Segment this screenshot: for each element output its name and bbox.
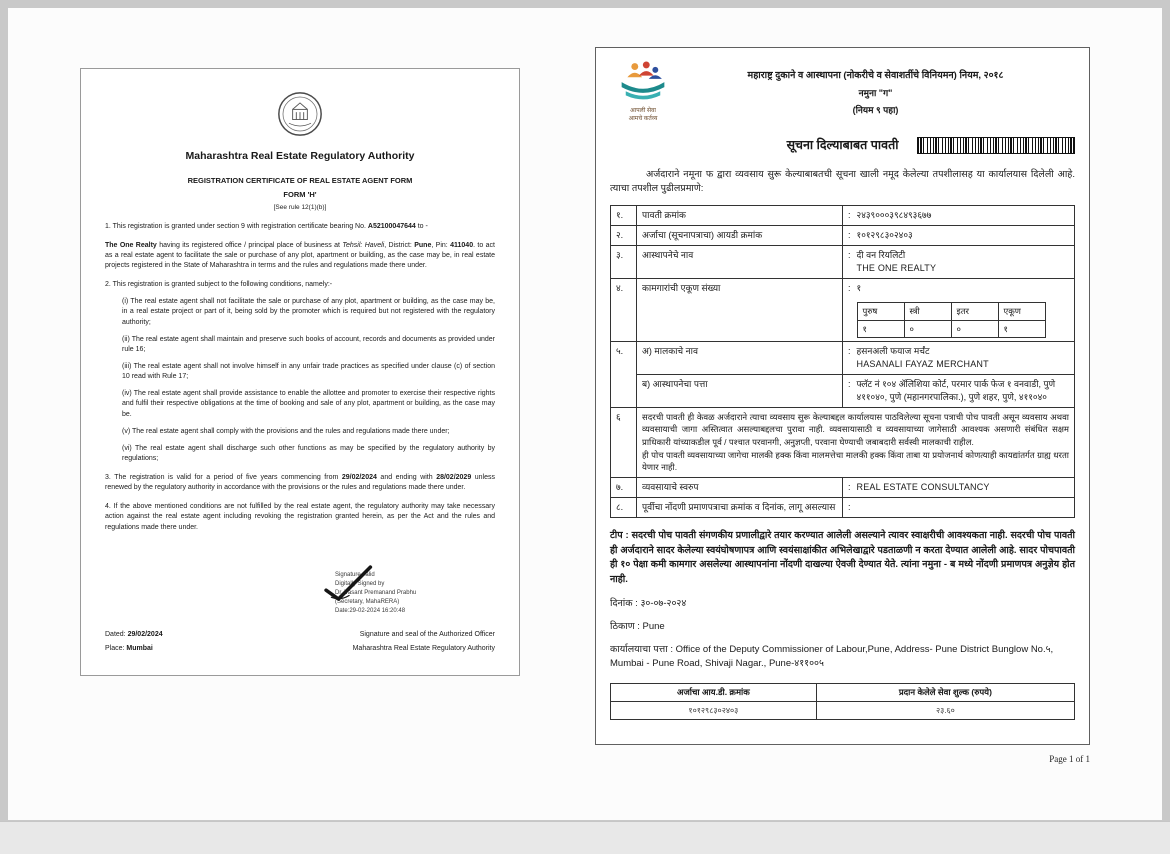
fee-application-id: १०१२९८३०२४०३: [611, 701, 817, 719]
place-line: Place: Mumbai: [105, 644, 153, 652]
maharera-seal-icon: [277, 91, 323, 141]
clause-2: 2. This registration is granted subject to the following conditions, namely:-: [105, 281, 333, 289]
labour-dept-logo: [610, 60, 676, 124]
authority-name: Maharashtra Real Estate Regulatory Authority: [185, 150, 415, 163]
logo-caption-2: आमचे कर्तव्य: [628, 115, 658, 122]
application-id-value: : १०१२९८३०२४०३: [843, 226, 1075, 246]
digital-signature-block: [335, 571, 487, 616]
owner-name-value: : हसनअली फयाज मर्चंट HASANALI FAYAZ MERCHANT: [843, 341, 1075, 374]
clause-1: 1. This registration is granted under section 9 with registration certificate bearing No. A52100047644 to -: [105, 222, 428, 230]
date-line: दिनांक : ३०-०७-२०२४: [610, 597, 687, 609]
establishment-name-value: : दी वन रियलिटी THE ONE REALTY: [843, 246, 1075, 279]
receipt-page: [595, 47, 1090, 745]
condition-item: (v) The real estate agent shall comply with the provisions and the rules and regulations made there under;: [122, 427, 450, 435]
receipt-details-table: [610, 205, 1075, 518]
act-title: महाराष्ट्र दुकाने व आस्थापना (नोकरीचे व सेवाशर्तीचे विनियमन) नियम, २०१८: [747, 70, 1004, 81]
receipt-number-value: : २४३९०००३९८४९३६७७: [843, 206, 1075, 226]
table-row: ब) आस्थापनेचा पत्ता : फ्लॅट नं १०४ ॲलिशिया कोर्ट, परमार पार्क फेज १ वनवाडी, पुणे ४११०४०, पुणे (महानगरपालिका.), पुणे शहर, पुणे, ४११०४०: [611, 375, 1075, 408]
table-row: ३. आस्थापनेचे नाव : दी वन रियलिटी THE ONE REALTY: [611, 246, 1075, 279]
fee-table: [610, 683, 1075, 720]
condition-item: (ii) The real estate agent shall maintain and preserve such books of account, records and documents as provided under rule 16;: [122, 335, 495, 353]
signature-scribble-icon: [319, 563, 381, 605]
fee-header-amount: प्रदान केलेले सेवा शुल्क (रुपये): [816, 683, 1074, 701]
condition-item: (iii) The real estate agent shall not involve himself in any unfair trade practices as specified under clause (c) of section 10 read with Rule 17;: [122, 362, 495, 381]
rule-reference: (नियम ९ पहा): [852, 105, 899, 115]
certificate-page: [80, 68, 520, 676]
sign-seal-caption: Signature and seal of the Authorized Officer: [359, 630, 495, 638]
previous-certificate-value: :: [843, 497, 1075, 517]
place-line: ठिकाण : Pune: [610, 620, 665, 632]
rule-reference: [See rule 12(1)(b)]: [273, 204, 327, 212]
worker-count-value: : १ पुरुष स्त्री इतर एकूण १ ० ० १: [843, 279, 1075, 342]
table-row: ६ सदरची पावती ही केवळ अर्जदाराने त्याचा व्यवसाय सुरू केल्याबद्दल कार्यालयास पाठविलेल्या सूचना पत्राची पोच पावती असून व्यवसाय अथवा व्यवसायाची जागा अस्तित्वात असल्याबद्दलचा पुरावा नाही. व्यवसायासाठी व व्यवसायाच्या जागेसाठी आवश्यक असणारी संबंधित सक्षम प्राधिकारी यांच्याकडील पूर्व / पश्चात परवानगी, अनुज्ञप्ती, परवाना घेण्याची जबाबदारी सर्वस्वी मालकाची राहील. ही पोच पावती व्यवसायाच्या जागेचा मालकी हक्क किंवा मालमत्तेचा मालकी हक्क किंवा ताबा या प्रयोजनार्थ कोणत्याही कायद्यांतर्गत ग्राह्य धरता येणार नाही.: [611, 408, 1075, 478]
certificate-footer: [105, 630, 495, 654]
disclaimer-cell: सदरची पावती ही केवळ अर्जदाराने त्याचा व्यवसाय सुरू केल्याबद्दल कार्यालयास पाठविलेल्या सूचना पत्राची पोच पावती असून व्यवसाय अथवा व्यवसायाची जागा अस्तित्वात असल्याबद्दलचा पुरावा नाही. व्यवसायासाठी व व्यवसायाच्या जागेसाठी आवश्यक असणारी संबंधित सक्षम प्राधिकारी यांच्याकडील पूर्व / पश्चात परवानगी, अनुज्ञप्ती, परवाना घेण्याची जबाबदारी सर्वस्वी मालकाची राहील. ही पोच पावती व्यवसायाच्या जागेचा मालकी हक्क किंवा मालमत्तेचा मालकी हक्क किंवा ताबा या प्रयोजनार्थ कोणत्याही कायद्यांतर्गत ग्राह्य धरता येणार नाही.: [637, 408, 1075, 478]
form-name: नमुना "ग": [858, 88, 893, 98]
fee-amount: २३.६०: [816, 701, 1074, 719]
barcode-icon: [917, 137, 1075, 154]
table-row: ८. पूर्वीचा नोंदणी प्रमाणपत्राचा क्रमांक व दिनांक, लागू असल्यास :: [611, 497, 1075, 517]
logo-people-icon: [616, 60, 670, 106]
dated-line: Dated: 29/02/2024: [105, 630, 163, 638]
table-row: ७. व्यवसायाचे स्वरुप : REAL ESTATE CONSULTANCY: [611, 477, 1075, 497]
bottom-edge-bar: [0, 821, 1170, 854]
business-nature-value: : REAL ESTATE CONSULTANCY: [843, 477, 1075, 497]
authority-caption: Maharashtra Real Estate Regulatory Authority: [352, 644, 495, 652]
certificate-title: REGISTRATION CERTIFICATE OF REAL ESTATE AGENT FORM: [187, 176, 413, 186]
clause-4: 4. If the above mentioned conditions are not fulfilled by the real estate agent, the regulatory authority may take necessary action against the real estate agent including revoking the registration granted herein, as per the Act and the rules and regulations made there under.: [105, 503, 495, 531]
worker-breakup-table: पुरुष स्त्री इतर एकूण १ ० ० १: [857, 302, 1046, 338]
intro-paragraph: अर्जदाराने नमूना फ द्वारा व्यवसाय सुरू केल्याबाबतची सूचना खाली नमूद केलेल्या तपशीलासह या कार्यालयास दिलेली आहे. त्याचा तपशील पुढीलप्रमाणे:: [610, 168, 1075, 194]
condition-item: (vi) The real estate agent shall discharge such other functions as may be specified by the regulatory authority by regulations;: [122, 444, 495, 462]
conditions-list: [122, 297, 495, 464]
form-number: FORM 'H': [283, 190, 317, 200]
table-row: ५. अ) मालकाचे नाव : हसनअली फयाज मर्चंट HASANALI FAYAZ MERCHANT: [611, 341, 1075, 374]
logo-caption-1: आपली सेवा: [630, 108, 656, 114]
condition-item: (iv) The real estate agent shall provide assistance to enable the allottee and promoter to exercise their respective rights and fulfil their respective obligations at the time of booking and sale of any plot, apartment or building, as the case may be.: [122, 390, 495, 418]
table-row: २. अर्जाचा (सूचनापत्राचा) आयडी क्रमांक : १०१२९८३०२४०३: [611, 226, 1075, 246]
note-paragraph: टीप : सदरची पोच पावती संगणकीय प्रणालीद्वारे तयार करण्यात आलेली असल्याने त्यावर स्वाक्षरीची आवश्यकता नाही. सदरची पोच पावती ही अर्जदाराने सादर केलेल्या स्वयंघोषणापत्र आणि स्वयंसाक्षांकीत अभिलेखाद्वारे पडताळणी न करता देण्यात आलेली आहे. सादर पोचपावती ही १० पेक्षा कमी कामगार असलेल्या आस्थापनांना नोंदणी दाखल्या ऐवजी देण्यात येते. त्यांना नमुना - ब मध्ये नोंदणी प्रमाणपत्र अनुज्ञेय होत नाही.: [610, 529, 1075, 585]
grantee-paragraph: The One Realty having its registered office / principal place of business at Tehsil: Haveli, District: Pune, Pin: 411040. to act as a real estate agent to facilitate the sale or purchase of any plot, apartment or building, as the case may be, in real estate projects registered in the State of Maharashtra in terms and the rules and regulations made there under.: [105, 241, 495, 269]
page-indicator: Page 1 of 1: [1049, 754, 1090, 764]
table-row: १. पावती क्रमांक : २४३९०००३९८४९३६७७: [611, 206, 1075, 226]
office-address-line: कार्यालयाचा पत्ता : Office of the Deputy Commissioner of Labour,Pune, Address- Pune District Bunglow No.५, Mumbai - Pune Road, Shivaji Nagar., Pune-४११००५: [610, 644, 1054, 670]
table-row: ४. कामगारांची एकूण संख्या : १ पुरुष स्त्री इतर एकूण १ ० ० १: [611, 279, 1075, 342]
viewer-canvas: [8, 8, 1162, 820]
clause-3: 3. The registration is valid for a period of five years commencing from 29/02/2024 and ending with 28/02/2029 unless renewed by the regulatory authority in accordance with the provisions or the rules and regulations made there under.: [105, 474, 496, 492]
signature-text: Signature valid Digitally Signed by Dr. Vasant Premanand Prabhu (Secretary, MahaRERA) Date:29-02-2024 16:20:48: [335, 571, 417, 614]
condition-item: (i) The real estate agent shall not facilitate the sale or purchase of any plot, apartment or building, as the case may be, in a real estate project or part of it, being sold by the promoter which is required but not registered with the regulatory authority;: [122, 298, 495, 326]
establishment-address-value: : फ्लॅट नं १०४ ॲलिशिया कोर्ट, परमार पार्क फेज १ वनवाडी, पुणे ४११०४०, पुणे (महानगरपालिका.), पुणे शहर, पुणे, ४११०४०: [843, 375, 1075, 408]
fee-header-application-id: अर्जाचा आय.डी. क्रमांक: [611, 683, 817, 701]
receipt-title: सूचना दिल्याबाबत पावती: [786, 137, 899, 152]
